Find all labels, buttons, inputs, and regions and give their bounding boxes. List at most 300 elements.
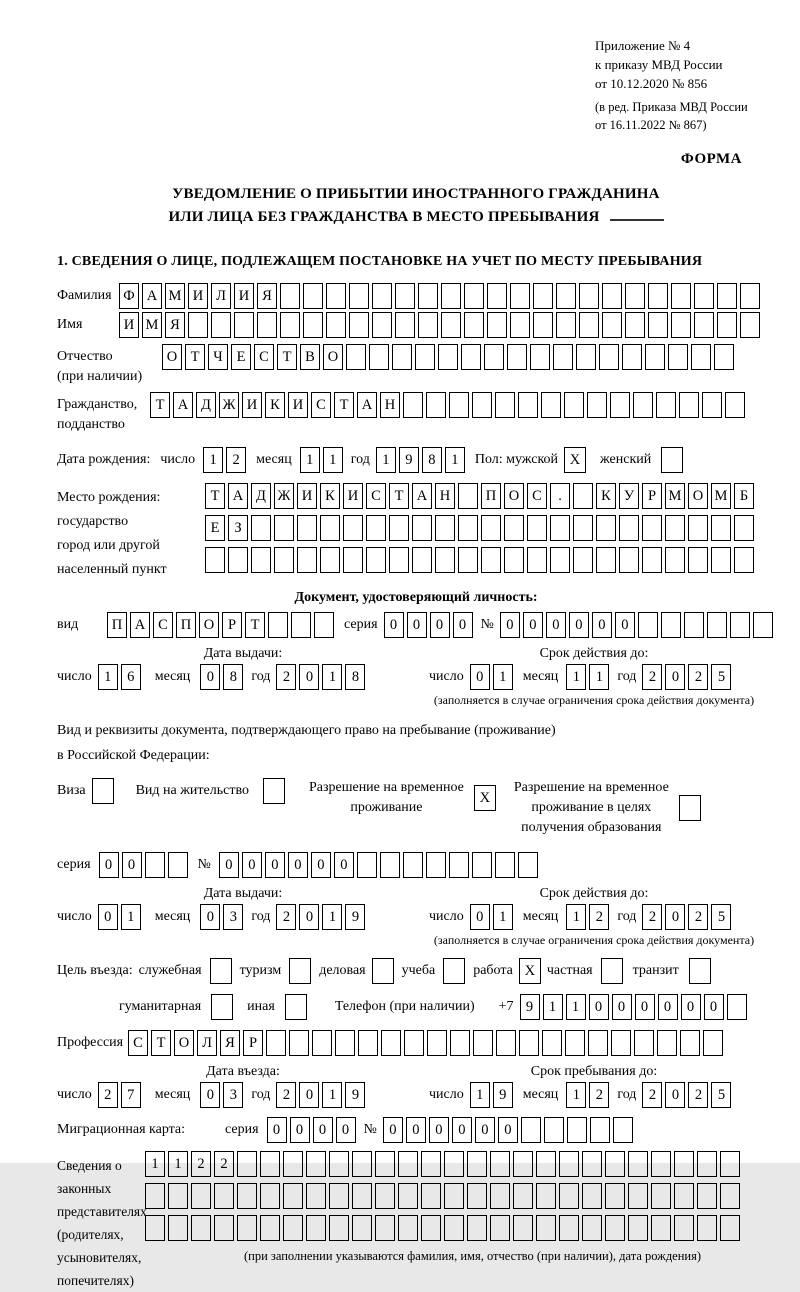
char-cell[interactable]: 0 — [406, 1117, 426, 1143]
char-cell[interactable]: 2 — [688, 904, 708, 930]
char-cell[interactable]: О — [504, 483, 524, 509]
char-cell[interactable]: 0 — [546, 612, 566, 638]
char-cell[interactable]: Е — [231, 344, 251, 370]
char-cell[interactable]: 0 — [200, 664, 220, 690]
char-cell[interactable] — [280, 312, 300, 338]
char-cell[interactable] — [679, 795, 701, 821]
char-cell[interactable] — [444, 1183, 464, 1209]
char-cell[interactable]: 0 — [615, 612, 635, 638]
char-cell[interactable]: 1 — [322, 1082, 342, 1108]
char-cell[interactable]: Р — [222, 612, 242, 638]
char-cell[interactable]: 2 — [98, 1082, 118, 1108]
char-cell[interactable] — [435, 515, 455, 541]
char-cell[interactable]: 9 — [399, 447, 419, 473]
char-cell[interactable]: 0 — [681, 994, 701, 1020]
char-cell[interactable] — [283, 1151, 303, 1177]
char-cell[interactable] — [550, 547, 570, 573]
char-cell[interactable] — [513, 1183, 533, 1209]
char-cell[interactable] — [306, 1183, 326, 1209]
char-cell[interactable] — [381, 1030, 401, 1056]
char-cell[interactable]: 0 — [589, 994, 609, 1020]
char-cell[interactable]: 2 — [589, 904, 609, 930]
char-cell[interactable]: 2 — [642, 1082, 662, 1108]
char-cell[interactable]: 0 — [334, 852, 354, 878]
char-cell[interactable] — [605, 1151, 625, 1177]
char-cell[interactable]: Т — [389, 483, 409, 509]
char-cell[interactable] — [234, 312, 254, 338]
char-cell[interactable] — [346, 344, 366, 370]
char-cell[interactable]: Ч — [208, 344, 228, 370]
char-cell[interactable] — [421, 1183, 441, 1209]
char-cell[interactable] — [372, 312, 392, 338]
char-cell[interactable]: 0 — [612, 994, 632, 1020]
char-cell[interactable]: Т — [150, 392, 170, 418]
char-cell[interactable] — [582, 1183, 602, 1209]
char-cell[interactable] — [680, 1030, 700, 1056]
char-cell[interactable] — [665, 547, 685, 573]
char-cell[interactable] — [717, 312, 737, 338]
char-cell[interactable]: 0 — [470, 904, 490, 930]
char-cell[interactable] — [291, 612, 311, 638]
char-cell[interactable] — [145, 852, 165, 878]
char-cell[interactable]: Т — [151, 1030, 171, 1056]
char-cell[interactable] — [329, 1151, 349, 1177]
char-cell[interactable]: 1 — [493, 664, 513, 690]
char-cell[interactable] — [518, 392, 538, 418]
char-cell[interactable]: М — [665, 483, 685, 509]
char-cell[interactable]: X — [519, 958, 541, 984]
char-cell[interactable]: 0 — [384, 612, 404, 638]
char-cell[interactable]: 5 — [711, 904, 731, 930]
char-cell[interactable]: 0 — [452, 1117, 472, 1143]
char-cell[interactable]: 0 — [453, 612, 473, 638]
char-cell[interactable] — [602, 312, 622, 338]
char-cell[interactable] — [352, 1183, 372, 1209]
char-cell[interactable] — [366, 515, 386, 541]
char-cell[interactable] — [596, 515, 616, 541]
char-cell[interactable] — [740, 283, 760, 309]
char-cell[interactable] — [490, 1183, 510, 1209]
char-cell[interactable]: 1 — [323, 447, 343, 473]
char-cell[interactable] — [289, 958, 311, 984]
char-cell[interactable] — [450, 1030, 470, 1056]
char-cell[interactable] — [490, 1151, 510, 1177]
char-cell[interactable]: 0 — [122, 852, 142, 878]
char-cell[interactable]: У — [619, 483, 639, 509]
char-cell[interactable]: 2 — [214, 1151, 234, 1177]
char-cell[interactable]: 8 — [422, 447, 442, 473]
char-cell[interactable] — [357, 852, 377, 878]
char-cell[interactable]: 2 — [642, 664, 662, 690]
char-cell[interactable] — [449, 392, 469, 418]
char-cell[interactable] — [657, 1030, 677, 1056]
char-cell[interactable]: 0 — [267, 1117, 287, 1143]
char-cell[interactable] — [458, 547, 478, 573]
char-cell[interactable] — [375, 1215, 395, 1241]
char-cell[interactable] — [398, 1215, 418, 1241]
char-cell[interactable]: И — [343, 483, 363, 509]
char-cell[interactable] — [648, 283, 668, 309]
char-cell[interactable]: Л — [197, 1030, 217, 1056]
char-cell[interactable]: 2 — [191, 1151, 211, 1177]
char-cell[interactable] — [527, 547, 547, 573]
char-cell[interactable] — [481, 515, 501, 541]
char-cell[interactable]: Р — [642, 483, 662, 509]
char-cell[interactable]: 0 — [475, 1117, 495, 1143]
char-cell[interactable]: С — [527, 483, 547, 509]
char-cell[interactable] — [553, 344, 573, 370]
char-cell[interactable] — [556, 312, 576, 338]
char-cell[interactable] — [734, 515, 754, 541]
char-cell[interactable]: 8 — [223, 664, 243, 690]
char-cell[interactable]: 0 — [299, 1082, 319, 1108]
char-cell[interactable]: Я — [257, 283, 277, 309]
char-cell[interactable] — [697, 1215, 717, 1241]
char-cell[interactable]: К — [596, 483, 616, 509]
char-cell[interactable] — [392, 344, 412, 370]
char-cell[interactable] — [688, 515, 708, 541]
char-cell[interactable]: 0 — [200, 904, 220, 930]
char-cell[interactable] — [349, 283, 369, 309]
char-cell[interactable] — [211, 994, 233, 1020]
char-cell[interactable] — [403, 392, 423, 418]
char-cell[interactable] — [168, 1215, 188, 1241]
char-cell[interactable] — [533, 312, 553, 338]
char-cell[interactable] — [274, 515, 294, 541]
char-cell[interactable]: 1 — [300, 447, 320, 473]
char-cell[interactable] — [628, 1151, 648, 1177]
char-cell[interactable]: Ж — [219, 392, 239, 418]
char-cell[interactable] — [389, 547, 409, 573]
char-cell[interactable] — [389, 515, 409, 541]
char-cell[interactable] — [145, 1215, 165, 1241]
char-cell[interactable] — [312, 1030, 332, 1056]
char-cell[interactable]: 0 — [99, 852, 119, 878]
char-cell[interactable]: П — [176, 612, 196, 638]
char-cell[interactable]: 0 — [658, 994, 678, 1020]
char-cell[interactable] — [398, 1183, 418, 1209]
char-cell[interactable] — [559, 1215, 579, 1241]
char-cell[interactable] — [92, 778, 114, 804]
char-cell[interactable] — [720, 1215, 740, 1241]
char-cell[interactable]: 0 — [98, 904, 118, 930]
char-cell[interactable]: П — [481, 483, 501, 509]
char-cell[interactable] — [495, 392, 515, 418]
char-cell[interactable]: 0 — [635, 994, 655, 1020]
char-cell[interactable] — [343, 547, 363, 573]
char-cell[interactable] — [725, 392, 745, 418]
char-cell[interactable]: М — [711, 483, 731, 509]
char-cell[interactable]: И — [242, 392, 262, 418]
char-cell[interactable]: 0 — [470, 664, 490, 690]
char-cell[interactable] — [707, 612, 727, 638]
char-cell[interactable]: 1 — [203, 447, 223, 473]
char-cell[interactable] — [684, 612, 704, 638]
char-cell[interactable] — [481, 547, 501, 573]
char-cell[interactable] — [358, 1030, 378, 1056]
char-cell[interactable] — [320, 547, 340, 573]
char-cell[interactable] — [588, 1030, 608, 1056]
char-cell[interactable] — [283, 1215, 303, 1241]
char-cell[interactable]: 2 — [226, 447, 246, 473]
char-cell[interactable]: Е — [205, 515, 225, 541]
char-cell[interactable]: А — [173, 392, 193, 418]
char-cell[interactable] — [697, 1151, 717, 1177]
char-cell[interactable]: Я — [220, 1030, 240, 1056]
char-cell[interactable] — [306, 1151, 326, 1177]
char-cell[interactable] — [720, 1183, 740, 1209]
char-cell[interactable]: 0 — [592, 612, 612, 638]
char-cell[interactable] — [513, 1215, 533, 1241]
char-cell[interactable]: К — [320, 483, 340, 509]
char-cell[interactable] — [487, 283, 507, 309]
char-cell[interactable]: Я — [165, 312, 185, 338]
char-cell[interactable] — [717, 283, 737, 309]
char-cell[interactable]: 0 — [200, 1082, 220, 1108]
char-cell[interactable] — [671, 312, 691, 338]
char-cell[interactable] — [510, 312, 530, 338]
char-cell[interactable] — [268, 612, 288, 638]
char-cell[interactable]: И — [119, 312, 139, 338]
char-cell[interactable] — [634, 1030, 654, 1056]
char-cell[interactable] — [326, 312, 346, 338]
char-cell[interactable] — [601, 958, 623, 984]
char-cell[interactable]: З — [228, 515, 248, 541]
char-cell[interactable]: 0 — [665, 664, 685, 690]
char-cell[interactable] — [237, 1151, 257, 1177]
char-cell[interactable] — [443, 958, 465, 984]
char-cell[interactable] — [496, 1030, 516, 1056]
char-cell[interactable] — [191, 1215, 211, 1241]
char-cell[interactable] — [703, 1030, 723, 1056]
char-cell[interactable]: 0 — [313, 1117, 333, 1143]
char-cell[interactable] — [438, 344, 458, 370]
char-cell[interactable]: 0 — [665, 1082, 685, 1108]
char-cell[interactable]: 0 — [500, 612, 520, 638]
char-cell[interactable] — [518, 852, 538, 878]
char-cell[interactable]: 1 — [493, 904, 513, 930]
char-cell[interactable] — [467, 1151, 487, 1177]
char-cell[interactable] — [694, 312, 714, 338]
char-cell[interactable]: Т — [185, 344, 205, 370]
char-cell[interactable]: И — [234, 283, 254, 309]
char-cell[interactable]: Т — [334, 392, 354, 418]
char-cell[interactable] — [352, 1151, 372, 1177]
char-cell[interactable] — [260, 1215, 280, 1241]
char-cell[interactable] — [527, 515, 547, 541]
char-cell[interactable]: 0 — [665, 904, 685, 930]
char-cell[interactable]: О — [199, 612, 219, 638]
char-cell[interactable] — [458, 483, 478, 509]
char-cell[interactable]: Д — [196, 392, 216, 418]
char-cell[interactable] — [461, 344, 481, 370]
char-cell[interactable]: 1 — [543, 994, 563, 1020]
char-cell[interactable] — [467, 1183, 487, 1209]
char-cell[interactable]: И — [288, 392, 308, 418]
char-cell[interactable] — [283, 1183, 303, 1209]
char-cell[interactable]: 7 — [121, 1082, 141, 1108]
char-cell[interactable] — [464, 283, 484, 309]
char-cell[interactable] — [395, 312, 415, 338]
char-cell[interactable] — [587, 392, 607, 418]
char-cell[interactable]: О — [174, 1030, 194, 1056]
char-cell[interactable] — [421, 1151, 441, 1177]
char-cell[interactable] — [380, 852, 400, 878]
char-cell[interactable]: 1 — [566, 904, 586, 930]
char-cell[interactable] — [619, 515, 639, 541]
char-cell[interactable] — [228, 547, 248, 573]
char-cell[interactable] — [421, 1215, 441, 1241]
char-cell[interactable]: 1 — [322, 664, 342, 690]
char-cell[interactable] — [727, 994, 747, 1020]
char-cell[interactable] — [674, 1183, 694, 1209]
char-cell[interactable] — [352, 1215, 372, 1241]
char-cell[interactable] — [427, 1030, 447, 1056]
char-cell[interactable] — [495, 852, 515, 878]
char-cell[interactable] — [674, 1215, 694, 1241]
char-cell[interactable] — [467, 1215, 487, 1241]
char-cell[interactable] — [458, 515, 478, 541]
char-cell[interactable] — [441, 283, 461, 309]
char-cell[interactable]: 2 — [642, 904, 662, 930]
char-cell[interactable] — [472, 852, 492, 878]
char-cell[interactable] — [521, 1117, 541, 1143]
char-cell[interactable] — [651, 1215, 671, 1241]
char-cell[interactable] — [490, 1215, 510, 1241]
char-cell[interactable]: О — [688, 483, 708, 509]
char-cell[interactable] — [602, 283, 622, 309]
char-cell[interactable] — [573, 515, 593, 541]
char-cell[interactable] — [753, 612, 773, 638]
char-cell[interactable] — [289, 1030, 309, 1056]
char-cell[interactable] — [375, 1183, 395, 1209]
char-cell[interactable] — [720, 1151, 740, 1177]
char-cell[interactable] — [260, 1151, 280, 1177]
char-cell[interactable]: М — [165, 283, 185, 309]
char-cell[interactable]: 0 — [407, 612, 427, 638]
char-cell[interactable]: 0 — [242, 852, 262, 878]
char-cell[interactable] — [426, 852, 446, 878]
char-cell[interactable] — [734, 547, 754, 573]
char-cell[interactable] — [398, 1151, 418, 1177]
char-cell[interactable]: 1 — [322, 904, 342, 930]
char-cell[interactable]: 0 — [704, 994, 724, 1020]
char-cell[interactable] — [565, 1030, 585, 1056]
char-cell[interactable]: 1 — [566, 994, 586, 1020]
char-cell[interactable]: 2 — [688, 1082, 708, 1108]
char-cell[interactable] — [688, 547, 708, 573]
char-cell[interactable] — [564, 392, 584, 418]
char-cell[interactable] — [638, 612, 658, 638]
char-cell[interactable]: 0 — [288, 852, 308, 878]
char-cell[interactable] — [297, 515, 317, 541]
char-cell[interactable] — [472, 392, 492, 418]
char-cell[interactable]: И — [188, 283, 208, 309]
char-cell[interactable]: Л — [211, 283, 231, 309]
char-cell[interactable] — [619, 547, 639, 573]
char-cell[interactable] — [210, 958, 232, 984]
char-cell[interactable]: 2 — [276, 1082, 296, 1108]
char-cell[interactable]: 3 — [223, 1082, 243, 1108]
char-cell[interactable] — [205, 547, 225, 573]
char-cell[interactable] — [661, 447, 683, 473]
char-cell[interactable]: 1 — [589, 664, 609, 690]
char-cell[interactable] — [487, 312, 507, 338]
char-cell[interactable] — [533, 283, 553, 309]
char-cell[interactable] — [536, 1183, 556, 1209]
char-cell[interactable] — [648, 312, 668, 338]
char-cell[interactable]: М — [142, 312, 162, 338]
char-cell[interactable] — [343, 515, 363, 541]
char-cell[interactable] — [691, 344, 711, 370]
char-cell[interactable] — [642, 547, 662, 573]
char-cell[interactable]: 1 — [566, 664, 586, 690]
char-cell[interactable]: 0 — [311, 852, 331, 878]
char-cell[interactable] — [590, 1117, 610, 1143]
char-cell[interactable] — [605, 1215, 625, 1241]
char-cell[interactable] — [668, 344, 688, 370]
char-cell[interactable]: Т — [245, 612, 265, 638]
char-cell[interactable] — [651, 1183, 671, 1209]
char-cell[interactable] — [306, 1215, 326, 1241]
char-cell[interactable] — [266, 1030, 286, 1056]
char-cell[interactable] — [260, 1183, 280, 1209]
char-cell[interactable] — [625, 312, 645, 338]
char-cell[interactable] — [559, 1151, 579, 1177]
char-cell[interactable]: 0 — [523, 612, 543, 638]
char-cell[interactable]: 0 — [569, 612, 589, 638]
char-cell[interactable] — [372, 283, 392, 309]
char-cell[interactable] — [285, 994, 307, 1020]
char-cell[interactable] — [559, 1183, 579, 1209]
char-cell[interactable] — [610, 392, 630, 418]
char-cell[interactable] — [214, 1215, 234, 1241]
char-cell[interactable] — [418, 312, 438, 338]
char-cell[interactable] — [510, 283, 530, 309]
char-cell[interactable] — [613, 1117, 633, 1143]
char-cell[interactable] — [611, 1030, 631, 1056]
char-cell[interactable] — [694, 283, 714, 309]
char-cell[interactable] — [415, 344, 435, 370]
char-cell[interactable]: 0 — [219, 852, 239, 878]
char-cell[interactable]: Ф — [119, 283, 139, 309]
char-cell[interactable] — [168, 852, 188, 878]
char-cell[interactable] — [661, 612, 681, 638]
char-cell[interactable]: 9 — [345, 1082, 365, 1108]
char-cell[interactable] — [740, 312, 760, 338]
char-cell[interactable] — [541, 392, 561, 418]
char-cell[interactable] — [168, 1183, 188, 1209]
char-cell[interactable]: 0 — [299, 664, 319, 690]
char-cell[interactable] — [582, 1215, 602, 1241]
char-cell[interactable]: Ж — [274, 483, 294, 509]
char-cell[interactable]: Н — [435, 483, 455, 509]
char-cell[interactable] — [274, 547, 294, 573]
char-cell[interactable] — [665, 515, 685, 541]
char-cell[interactable]: 1 — [168, 1151, 188, 1177]
char-cell[interactable]: . — [550, 483, 570, 509]
char-cell[interactable] — [536, 1151, 556, 1177]
char-cell[interactable]: 5 — [711, 664, 731, 690]
char-cell[interactable] — [689, 958, 711, 984]
char-cell[interactable]: О — [162, 344, 182, 370]
char-cell[interactable] — [412, 547, 432, 573]
char-cell[interactable]: X — [564, 447, 586, 473]
char-cell[interactable]: 9 — [345, 904, 365, 930]
char-cell[interactable] — [444, 1215, 464, 1241]
char-cell[interactable]: 8 — [345, 664, 365, 690]
char-cell[interactable]: 0 — [430, 612, 450, 638]
